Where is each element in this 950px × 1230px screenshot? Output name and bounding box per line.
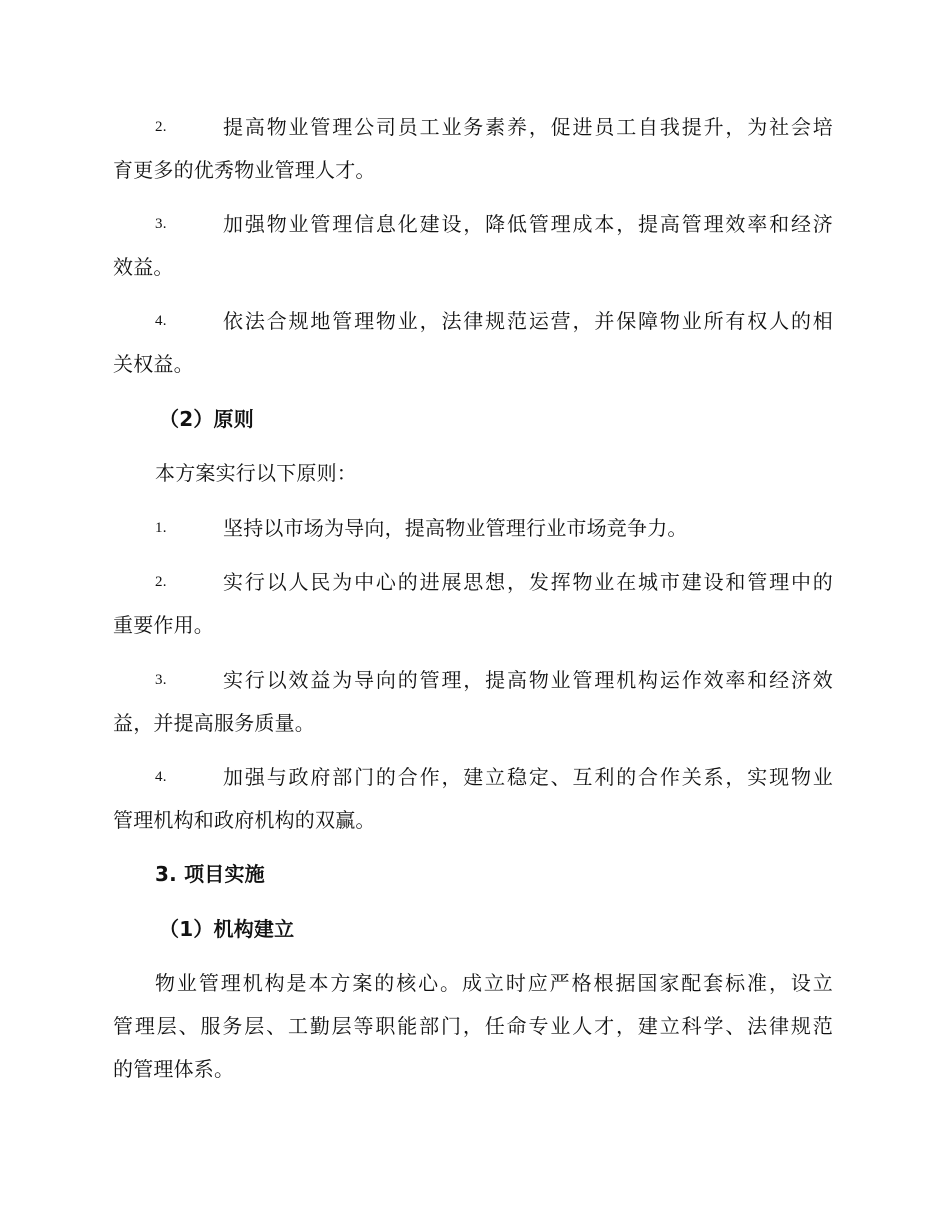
list-text-line: 管理机构和政府机构的双赢。	[113, 808, 376, 832]
section-heading	[113, 398, 833, 441]
list-text-line: 加强与政府部门的合作，建立稳定、互利的合作关系，实现物业	[223, 765, 833, 789]
list-number: 2.	[155, 119, 167, 135]
list-text-line: 加强物业管理信息化建设，降低管理成本，提高管理效率和经济	[223, 212, 833, 236]
list-number: 1.	[155, 520, 167, 536]
list-number: 4.	[155, 769, 167, 785]
list-number: 4.	[155, 313, 167, 329]
list-item	[113, 300, 833, 386]
list-text-line: 效益。	[113, 255, 174, 279]
heading-principles: （2）原则	[159, 407, 254, 431]
list-text-line: 依法合规地管理物业，法律规范运营，并保障物业所有权人的相	[223, 309, 833, 333]
list-item	[113, 561, 833, 647]
heading-section3: 3. 项目实施	[155, 862, 265, 886]
list-item	[113, 659, 833, 745]
list-text-line: 坚持以市场为导向，提高物业管理行业市场竞争力。	[223, 516, 688, 540]
list-text-line: 提高物业管理公司员工业务素养，促进员工自我提升，为社会培	[223, 115, 833, 139]
section-heading	[113, 908, 833, 951]
list-text-line: 实行以效益为导向的管理，提高物业管理机构运作效率和经济效	[223, 668, 833, 692]
list-text-line: 育更多的优秀物业管理人才。	[113, 158, 376, 182]
paragraph	[113, 452, 833, 495]
list-number: 3.	[155, 216, 167, 232]
list-number: 3.	[155, 672, 167, 688]
section-heading	[113, 853, 833, 896]
list-number: 2.	[155, 574, 167, 590]
paragraph	[113, 962, 833, 1091]
list-item	[113, 756, 833, 842]
list-item	[113, 203, 833, 289]
list-text-line: 关权益。	[113, 352, 194, 376]
list-text-line: 实行以人民为中心的进展思想，发挥物业在城市建设和管理中的	[223, 570, 833, 594]
paragraph-line: 的管理体系。	[113, 1057, 235, 1081]
list-item	[113, 106, 833, 192]
list-item	[113, 507, 833, 550]
paragraph-line: 物业管理机构是本方案的核心。成立时应严格根据国家配套标准，设立	[155, 971, 833, 995]
list-text-line: 益，并提高服务质量。	[113, 711, 315, 735]
list-text-line: 重要作用。	[113, 613, 214, 637]
heading-org: （1）机构建立	[159, 917, 295, 941]
principles-intro: 本方案实行以下原则：	[155, 461, 357, 485]
paragraph-line: 管理层、服务层、工勤层等职能部门，任命专业人才，建立科学、法律规范	[113, 1014, 833, 1038]
